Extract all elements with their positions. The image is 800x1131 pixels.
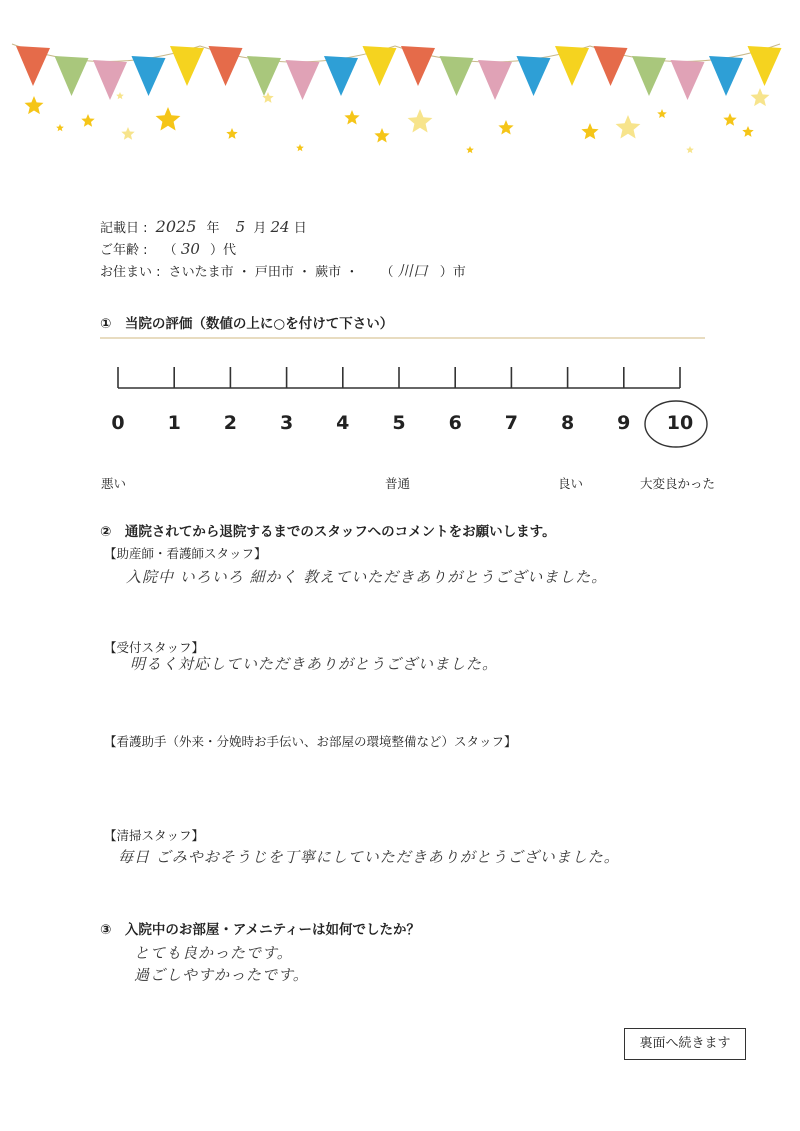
star-decoration	[374, 128, 389, 143]
bunting-flag	[748, 46, 782, 86]
staff-heading-cleaning: 【清掃スタッフ】	[104, 828, 205, 843]
date-day-value: 24	[270, 218, 290, 236]
amenity-comment-line1: とても良かったです。	[134, 944, 293, 962]
scale-number-2: 2	[223, 412, 238, 434]
date-day-unit: 日	[293, 221, 307, 236]
star-decoration	[686, 146, 694, 153]
star-decoration	[581, 123, 598, 139]
scale-number-4: 4	[336, 412, 350, 434]
label-very-good: 大変良かった	[640, 476, 716, 491]
star-decoration	[751, 88, 770, 106]
star-decoration	[344, 110, 359, 125]
date-month-value: 5	[235, 218, 246, 236]
scale-number-5: 5	[392, 412, 406, 434]
label-bad: 悪い	[101, 476, 127, 491]
scale-number-7: 7	[504, 412, 519, 434]
star-decoration	[723, 113, 736, 126]
star-decoration	[408, 109, 433, 133]
staff-heading-assistant: 【看護助手（外来・分娩時お手伝い、お部屋の環境整備など）スタッフ】	[104, 734, 517, 749]
residence-value: 川口	[397, 262, 428, 280]
bunting-flag	[170, 46, 204, 86]
date-month-unit: 月	[253, 221, 267, 236]
age-label: ご年齢 :	[100, 243, 148, 258]
bunting-flag	[440, 56, 474, 96]
residence-open-paren: （	[380, 265, 394, 280]
residence-options: さいたま市 ・ 戸田市 ・ 蕨市 ・	[168, 265, 359, 280]
star-decoration	[25, 96, 44, 114]
bunting-flag	[517, 56, 551, 96]
label-good: 良い	[558, 476, 584, 491]
staff-heading-nurse: 【助産師・看護師スタッフ】	[104, 546, 267, 561]
scale-number-10: 10	[666, 412, 694, 434]
staff-heading-reception: 【受付スタッフ】	[104, 640, 205, 655]
bunting-flag	[363, 46, 397, 86]
age-row	[100, 238, 236, 262]
label-normal: 普通	[385, 476, 411, 491]
bunting-flag	[478, 60, 512, 100]
section3-title: ③ 入院中のお部屋・アメニティーは如何でしたか？	[100, 922, 421, 938]
section1-title: ① 当院の評価（数値の上に○を付けて下さい）	[100, 316, 394, 332]
bunting-flag	[671, 60, 705, 100]
residence-row	[100, 260, 466, 284]
selected-rating-circle	[640, 396, 710, 452]
scale-number-6: 6	[448, 412, 462, 434]
star-decoration	[81, 114, 94, 127]
staff-comment-reception: 明るく対応していただきありがとうございました。	[130, 655, 499, 673]
scale-number-1: 1	[167, 412, 181, 434]
bunting-banner	[0, 0, 800, 180]
scale-number-8: 8	[560, 412, 575, 434]
star-decoration	[742, 126, 753, 137]
residence-close: ）市	[439, 265, 466, 280]
star-decoration	[226, 128, 237, 139]
star-decoration	[616, 115, 641, 139]
residence-label: お住まい :	[100, 265, 161, 280]
star-decoration	[56, 124, 64, 131]
bunting-flag	[709, 56, 743, 96]
age-open-paren: （	[163, 243, 177, 258]
star-decoration	[121, 127, 134, 140]
star-decoration	[657, 109, 667, 118]
date-year-unit: 年	[206, 221, 220, 236]
star-decoration	[156, 107, 181, 131]
star-decoration	[116, 92, 124, 99]
bunting-flag	[209, 46, 243, 86]
section1-divider	[100, 337, 705, 339]
bunting-flag	[132, 56, 166, 96]
scale-number-0: 0	[111, 412, 125, 434]
date-year-value: 2025	[155, 217, 197, 236]
entry-date-row	[100, 216, 307, 240]
star-decoration	[466, 146, 474, 153]
bunting-flag	[555, 46, 589, 86]
bunting-flag	[93, 60, 127, 100]
bunting-flag	[286, 60, 320, 100]
age-value: 30	[180, 240, 200, 258]
bunting-flag	[16, 46, 50, 86]
bunting-flag	[401, 46, 435, 86]
staff-comment-nurse: 入院中 いろいろ 細かく 教えていただきありがとうございました。	[126, 568, 608, 586]
bunting-flag	[632, 56, 666, 96]
star-decoration	[498, 120, 513, 135]
amenity-comment-line2: 過ごしやすかったです。	[134, 966, 309, 984]
bunting-flag	[247, 56, 281, 96]
age-close: ）代	[210, 243, 237, 258]
date-label: 記載日 :	[100, 221, 148, 236]
section2-title: ② 通院されてから退院するまでのスタッフへのコメントをお願いします。	[100, 524, 556, 540]
star-decoration	[296, 144, 304, 151]
bunting-flag	[55, 56, 89, 96]
bunting-flag	[324, 56, 358, 96]
scale-number-9: 9	[617, 412, 631, 434]
continue-on-back-note: 裏面へ続きます	[624, 1028, 746, 1060]
staff-comment-cleaning: 毎日 ごみやおそうじを丁寧にしていただきありがとうございました。	[118, 848, 620, 866]
bunting-flag	[594, 46, 628, 86]
scale-number-3: 3	[279, 412, 294, 434]
